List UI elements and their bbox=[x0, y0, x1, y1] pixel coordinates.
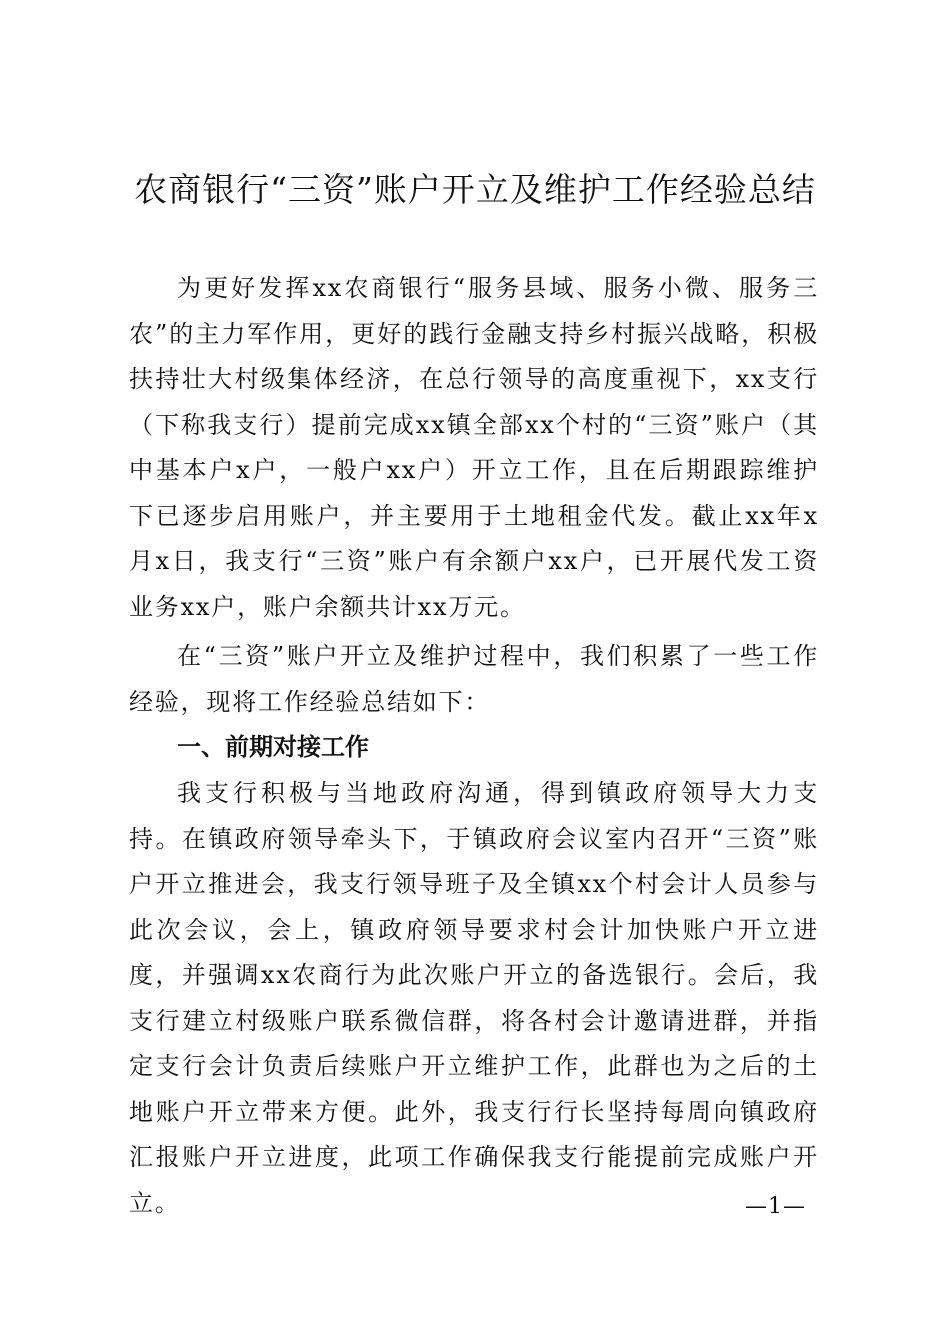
intro-paragraph: 为更好发挥xx农商银行“服务县域、服务小微、服务三农”的主力军作用，更好的践行金融支持乡村振兴战略，积极扶持壮大村级集体经济，在总行领导的高度重视下，xx支行（下称我支行）提前完成xx镇全部xx个村的“三资”账户（其中基本户x户，一般户xx户）开立工作，且在后期跟踪维护下已逐步启用账户，并主要用于土地租金代发。截止xx年x月x日，我支行“三资”账户有余额户xx户，已开展代发工资业务xx户，账户余额共计xx万元。 bbox=[129, 274, 819, 621]
section-paragraph: 我支行积极与当地政府沟通，得到镇政府领导大力支持。在镇政府领导牵头下，于镇政府会议室内召开“三资”账户开立推进会，我支行领导班子及全镇xx个村会计人员参与此次会议，会上，镇政府领导要求村会计加快账户开立进度，并强调xx农商行为此次账户开立的备选银行。会后，我支行建立村级账户联系微信群，将各村会计邀请进群，并指定支行会计负责后续账户开立维护工作，此群也为之后的土地账户开立带来方便。此外，我支行行长坚持每周向镇政府汇报账户开立进度，此项工作确保我支行能提前完成账户开立。 bbox=[129, 779, 819, 1217]
section-heading: 一、前期对接工作 bbox=[177, 733, 369, 761]
page-number: —1— bbox=[745, 1194, 806, 1219]
document-title: 农商银行“三资”账户开立及维护工作经验总结 bbox=[134, 170, 816, 209]
summary-intro-paragraph: 在“三资”账户开立及维护过程中，我们积累了一些工作经验，现将工作经验总结如下： bbox=[129, 642, 819, 716]
